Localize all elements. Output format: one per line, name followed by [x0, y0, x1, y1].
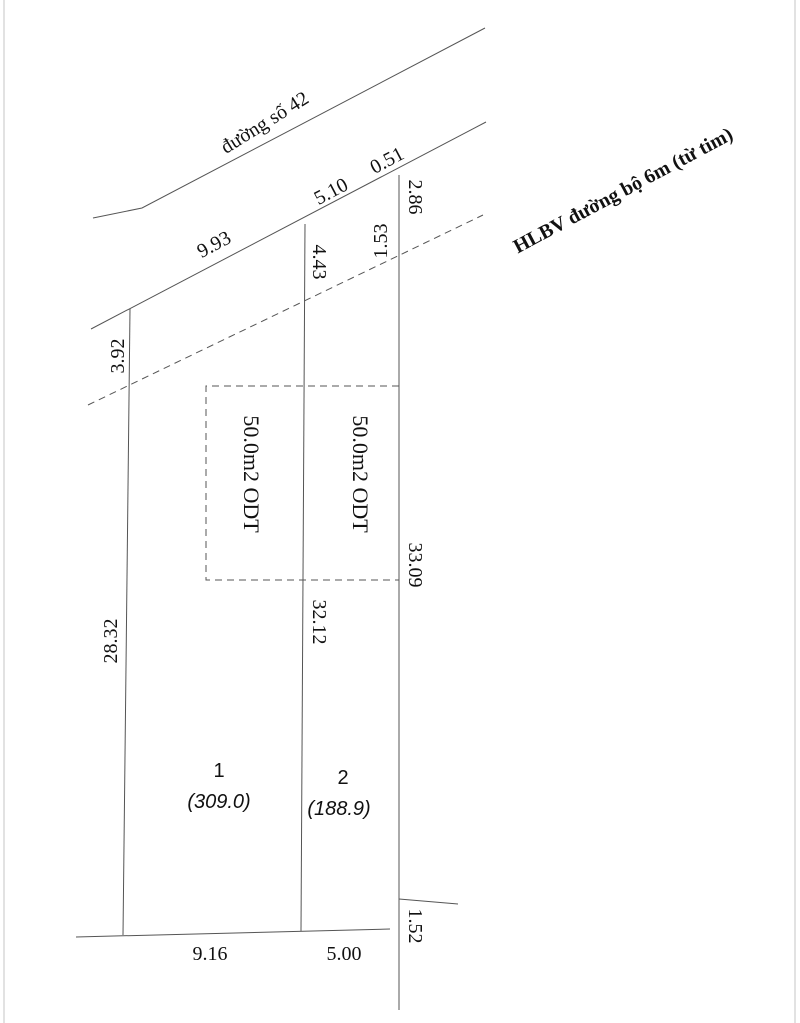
dim-right-side: 33.09 — [404, 542, 426, 588]
dim-front-right: 0.51 — [366, 142, 408, 179]
dim-right-top-b: 2.86 — [404, 179, 426, 215]
lot-1-area: (309.0) — [187, 791, 251, 813]
lot-2-number: 2 — [337, 767, 349, 789]
left-boundary-line — [123, 309, 130, 935]
setback-label: HLBV đường bộ 6m (từ tim) — [509, 123, 737, 258]
lot-2-area: (188.9) — [307, 798, 371, 820]
dim-mid-top: 4.43 — [308, 244, 330, 280]
odt-label-left: 50.0m2 ODT — [239, 415, 264, 533]
front-boundary-line — [91, 122, 486, 329]
setback-line — [88, 215, 483, 405]
dim-front-left: 9.93 — [193, 226, 235, 263]
dim-left-side-top: 3.92 — [107, 338, 129, 374]
lot-1-number: 1 — [213, 760, 225, 782]
bottom-right-segment — [399, 899, 458, 904]
dim-right-top-a: 1.53 — [370, 223, 392, 259]
road-name-label: đường số 42 — [216, 87, 313, 159]
odt-label-right: 50.0m2 ODT — [348, 415, 373, 533]
dim-right-bottom: 1.52 — [404, 908, 426, 944]
dim-bottom-left: 9.16 — [192, 943, 228, 965]
dim-bottom-right: 5.00 — [326, 943, 362, 965]
middle-boundary-line — [301, 224, 305, 931]
dim-front-mid: 5.10 — [310, 173, 352, 210]
dim-left-side: 28.32 — [100, 618, 122, 664]
dim-mid-side: 32.12 — [308, 599, 330, 645]
